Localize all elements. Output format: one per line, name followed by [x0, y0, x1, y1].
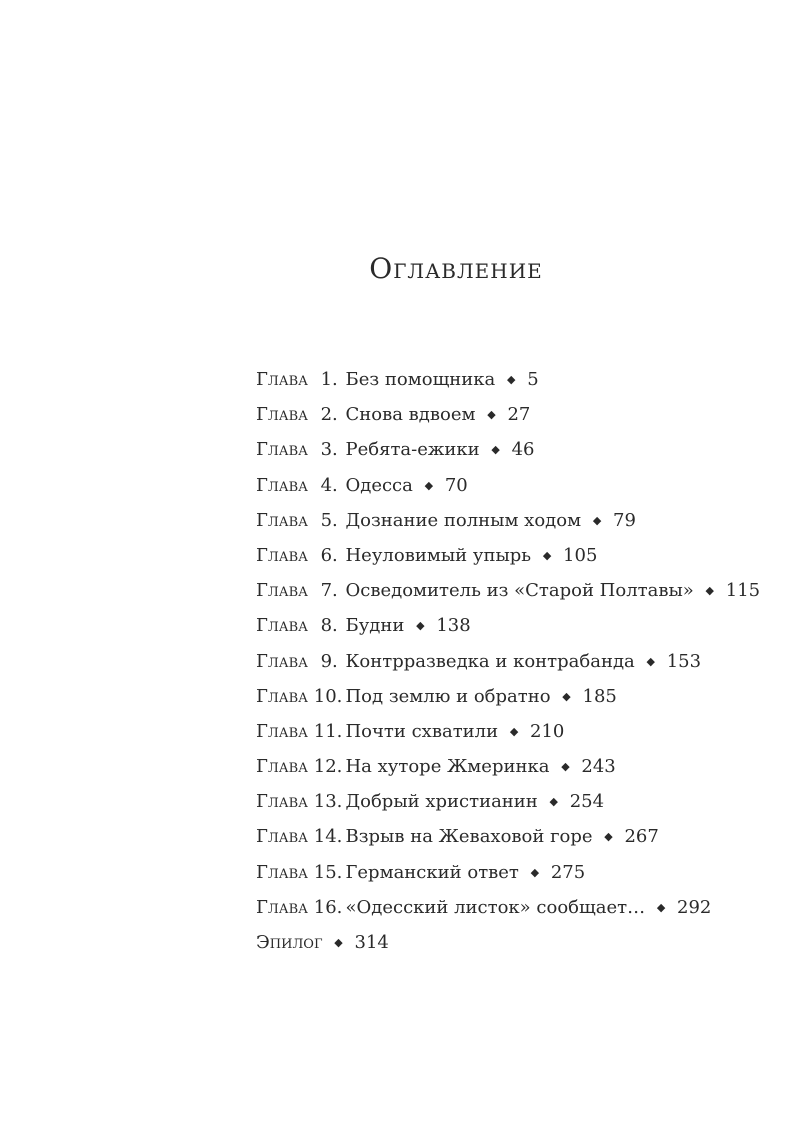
- toc-entry-page: 27: [507, 404, 531, 426]
- toc-entry-number: 8.: [320, 615, 338, 637]
- toc-entry-number: 2.: [320, 404, 338, 426]
- toc-entry-number: 4.: [320, 474, 338, 496]
- toc-entry: [256, 362, 760, 397]
- toc-entry: [256, 503, 760, 538]
- toc-entry-page: 70: [444, 474, 468, 496]
- toc-entry-number: 16.: [313, 896, 343, 918]
- toc-entry-number: 5.: [320, 509, 338, 531]
- toc-entry: [256, 397, 760, 432]
- diamond-separator-icon: ◆: [656, 900, 666, 914]
- diamond-separator-icon: ◆: [549, 795, 558, 809]
- toc-entry-prefix: Глава: [256, 896, 309, 918]
- toc-entry-prefix: Глава: [256, 826, 309, 848]
- toc-entry-title: Одесса: [345, 474, 413, 496]
- toc-entry: [256, 432, 760, 467]
- toc-entry: [256, 468, 760, 503]
- toc-entry-page: 153: [666, 650, 702, 672]
- diamond-separator-icon: ◆: [646, 654, 655, 668]
- toc-entry-prefix: Глава: [256, 544, 309, 566]
- toc-entry-number: 3.: [320, 439, 338, 461]
- toc-entry-number: 6.: [320, 544, 338, 566]
- toc-entry-number: 15.: [313, 861, 343, 883]
- toc-entry-title: «Одесский листок» сообщает…: [345, 896, 646, 918]
- toc-entry-title: Без помощника: [345, 369, 496, 390]
- toc-entry-page: 292: [677, 896, 712, 918]
- toc-entry-title: Дознание полным ходом: [345, 509, 582, 531]
- toc-entry-title: Снова вдвоем: [345, 404, 476, 426]
- toc-entry-page: 275: [550, 861, 586, 883]
- toc-entry: [256, 679, 760, 714]
- toc-entry-number: 9.: [320, 650, 338, 672]
- diamond-separator-icon: ◆: [705, 584, 715, 598]
- toc-entry-prefix: Глава: [256, 369, 309, 390]
- toc-entry-prefix: Эпилог: [256, 932, 323, 953]
- toc-entry-page: 254: [569, 791, 605, 813]
- toc-entry-number: 11.: [313, 720, 343, 742]
- toc-entry-prefix: Глава: [256, 615, 309, 637]
- toc-entry-title: Почти схватили: [345, 720, 499, 742]
- diamond-separator-icon: ◆: [487, 408, 496, 422]
- toc-entry-number: 1.: [320, 369, 338, 390]
- toc-entry-page: 210: [530, 720, 565, 742]
- diamond-separator-icon: ◆: [561, 760, 570, 774]
- toc-entry-number: 13.: [313, 791, 343, 813]
- toc-entry-prefix: Глава: [256, 439, 309, 461]
- toc-entry-page: 79: [613, 509, 636, 531]
- toc-entry-prefix: Глава: [256, 791, 309, 813]
- toc-entry-title: На хуторе Жмеринка: [345, 756, 550, 778]
- toc-entry-page: 314: [354, 932, 389, 953]
- toc-entry-page: 138: [436, 615, 471, 637]
- diamond-separator-icon: ◆: [562, 689, 571, 703]
- toc-entry-prefix: Глава: [256, 404, 309, 426]
- toc-entry-page: 105: [563, 544, 598, 566]
- toc-entry-prefix: Глава: [256, 509, 309, 531]
- toc-entry-number: 10.: [313, 685, 343, 707]
- toc-entry-title: Добрый христианин: [345, 791, 538, 813]
- toc-entry-title: Взрыв на Жеваховой горе: [345, 826, 593, 848]
- toc-entry-page: 115: [725, 580, 761, 602]
- toc-entry-page: 267: [624, 826, 659, 848]
- toc-entry-prefix: Глава: [256, 720, 309, 742]
- diamond-separator-icon: ◆: [424, 478, 434, 492]
- toc-entry: [256, 714, 760, 749]
- diamond-separator-icon: ◆: [542, 548, 552, 562]
- toc-entry-number: 7.: [320, 580, 338, 602]
- toc-entry-page: 5: [527, 369, 539, 390]
- diamond-separator-icon: ◆: [604, 830, 613, 844]
- toc-entry: [256, 538, 760, 573]
- toc-entry-number: 14.: [313, 826, 343, 848]
- diamond-separator-icon: ◆: [530, 865, 540, 879]
- toc-entry-title: Ребята-ежики: [345, 439, 480, 461]
- toc-entry-title: Германский ответ: [345, 861, 519, 883]
- toc-entry-prefix: Глава: [256, 474, 309, 496]
- toc-entry: [256, 608, 760, 643]
- toc-entry: [256, 819, 760, 854]
- toc-entry-page: 185: [582, 685, 617, 707]
- toc-list: [256, 362, 760, 960]
- diamond-separator-icon: ◆: [416, 619, 425, 633]
- toc-entry-title: Контрразведка и контрабанда: [345, 650, 635, 672]
- toc-entry: [256, 573, 760, 608]
- toc-entry-prefix: Глава: [256, 685, 309, 707]
- toc-entry-prefix: Глава: [256, 756, 309, 778]
- toc-entry-title: Неуловимый упырь: [345, 544, 532, 566]
- toc-entry-prefix: Глава: [256, 650, 309, 672]
- toc-entry-epilogue: [256, 925, 760, 960]
- diamond-separator-icon: ◆: [491, 443, 500, 457]
- toc-entry-page: 243: [581, 756, 616, 778]
- toc-entry-prefix: Глава: [256, 580, 309, 602]
- diamond-separator-icon: ◆: [592, 513, 602, 527]
- diamond-separator-icon: ◆: [334, 936, 343, 949]
- toc-entry-title: Будни: [345, 615, 405, 637]
- toc-entry: [256, 644, 760, 679]
- toc-entry-page: 46: [511, 439, 535, 461]
- toc-entry-number: 12.: [313, 756, 343, 778]
- toc-entry-title: Под землю и обратно: [345, 685, 551, 707]
- diamond-separator-icon: ◆: [507, 373, 516, 386]
- toc-entry: [256, 890, 760, 925]
- toc-entry: [256, 855, 760, 890]
- toc-entry-prefix: Глава: [256, 861, 309, 883]
- toc-entry: [256, 784, 760, 819]
- diamond-separator-icon: ◆: [509, 724, 519, 738]
- toc-entry: [256, 749, 760, 784]
- toc-entry-title: Осведомитель из «Старой Полтавы»: [345, 580, 694, 602]
- page-title: Оглавление: [369, 252, 543, 285]
